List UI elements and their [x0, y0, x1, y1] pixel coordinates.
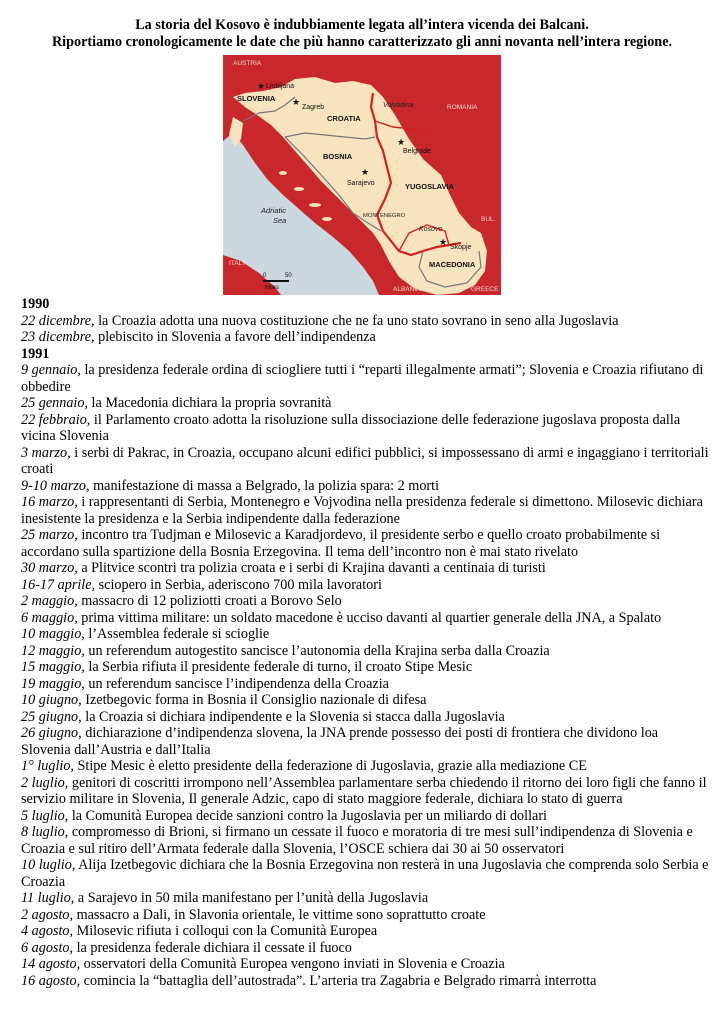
entry-text: Alija Izetbegovic dichiara che la Bosnia Erzegovina non resterà in una Jugoslavia che comprenda solo Serbia e Croazia — [21, 857, 709, 890]
entry-text: la Serbia rifiuta il presidente federale di turno, il croato Stipe Mesic — [84, 659, 473, 675]
chronology-entry — [21, 857, 711, 890]
city-star-belgrade: ★ — [397, 137, 406, 147]
map-label-slovenia: SLOVENIA — [237, 94, 276, 103]
chronology-entry — [21, 940, 711, 957]
entry-date: 25 marzo, — [21, 527, 78, 543]
entry-date: 25 giugno, — [21, 708, 82, 725]
chronology-entry — [21, 808, 711, 825]
chronology-entry — [21, 659, 711, 676]
entry-date: 23 dicembre, — [21, 329, 95, 345]
map-label-montenegro: MONTENEGRO — [363, 213, 406, 219]
map-label-adriatic: Adriatic — [261, 206, 287, 215]
entry-date: 8 luglio, — [21, 824, 69, 840]
year-heading: 1990 — [21, 296, 50, 312]
city-label-zagreb: Zagreb — [302, 104, 325, 111]
entry-text: massacro a Dali, in Slavonia orientale, le vittime sono soprattutto croate — [73, 906, 486, 923]
scale-bar — [263, 280, 289, 282]
chronology-entry — [21, 775, 711, 808]
city-star-skopje: ★ — [439, 237, 448, 247]
entry-text: Stipe Mesic è eletto presidente della federazione di Jugoslavia, grazie alla mediazione CE — [73, 758, 587, 774]
entry-date: 16 marzo, — [21, 494, 78, 510]
chronology-entry — [21, 923, 711, 940]
entry-date: 22 dicembre, — [21, 312, 95, 329]
entry-text: sciopero in Serbia, aderiscono 700 mila lavoratori — [95, 576, 382, 593]
city-label-belgrade: Belgrade — [403, 148, 432, 155]
entry-text: la presidenza federale dichiara il cessate il fuoco — [73, 939, 352, 956]
entry-date: 2 agosto, — [21, 906, 74, 923]
entry-text: osservatori della Comunità Europea vengono inviati in Slovenia e Croazia — [80, 956, 505, 972]
entry-date: 16 agosto, — [21, 972, 81, 989]
entry-text: i rappresentanti di Serbia, Montenegro e Vojvodina nella presidenza federale si dimettono. Milosevic dichiara inesistente la presidenza e la Serbia indipendente dalla federazione — [21, 494, 703, 527]
entry-text: compromesso di Brioni, si firmano un cessate il fuoco e moratoria di tre mesi sull’indipendenza di Slovenia e Croazia e sul ritiro dell’Armata federale dalla Slovenia, l’OSCE schiera dai 30 ai 50 osservatori — [21, 824, 693, 857]
entry-date: 10 luglio, — [21, 857, 76, 873]
entry-date: 10 maggio, — [21, 626, 85, 642]
entry-date: 9 gennaio, — [21, 362, 81, 378]
chronology-entry — [21, 758, 711, 775]
entry-date: 4 agosto, — [21, 923, 74, 939]
scale-unit: Miles — [265, 285, 280, 291]
map-label-kosovo: Kosovo — [419, 226, 443, 233]
city-star-ljubljana: ★ — [257, 81, 266, 91]
chronology-entry — [21, 725, 711, 758]
map-label-macedonia: MACEDONIA — [429, 260, 476, 269]
entry-text: dichiarazione d’indipendenza slovena, la JNA prende possesso dei posti di frontiera che dividono loa Slovenia dall’Austria e dall’Italia — [21, 725, 659, 758]
entry-text: a Sarajevo in 50 mila manifestano per l’unità della Jugoslavia — [74, 890, 429, 906]
map-label-vojvodina: Vojvodina — [383, 102, 414, 109]
chronology-entry — [21, 412, 711, 445]
entry-text: massacro di 12 poliziotti croati a Borovo Selo — [77, 593, 342, 609]
entry-date: 26 giugno, — [21, 725, 82, 741]
entry-date: 1° luglio, — [21, 758, 74, 774]
city-label-skopje: Skopje — [450, 244, 472, 251]
entry-date: 16-17 aprile, — [21, 576, 96, 593]
balkans-map — [223, 55, 501, 295]
chronology-entry — [21, 494, 711, 527]
entry-text: Izetbegovic forma in Bosnia il Consiglio nazionale di difesa — [81, 692, 427, 708]
entry-text: plebiscito in Slovenia a favore dell’indipendenza — [94, 329, 376, 345]
entry-text: un referendum sancisce l’indipendenza della Croazia — [84, 675, 389, 692]
map-label-romania: ROMANIA — [447, 104, 478, 111]
chronology-entry — [21, 593, 711, 610]
entry-date: 3 marzo, — [21, 444, 71, 461]
entry-date: 9-10 marzo, — [21, 477, 90, 494]
entry-text: manifestazione di massa a Belgrado, la polizia spara: 2 morti — [89, 477, 440, 494]
entry-text: i serbi di Pakrac, in Croazia, occupano alcuni edifici pubblici, si impossessano di armi e ingaggiano i territoriali croati — [21, 444, 709, 477]
entry-date: 30 marzo, — [21, 560, 78, 576]
entry-text: il Parlamento croato adotta la risoluzione sulla dissociazione delle federazione jugoslava proposta dalla vicina Slovenia — [21, 411, 681, 444]
chronology-entry — [21, 577, 711, 594]
entry-date: 25 gennaio, — [21, 395, 88, 411]
city-label-ljubljana: Ljubljana — [266, 83, 295, 90]
entry-text: prima vittima militare: un soldato macedone è ucciso davanti al quartier generale della JNA, a Spalato — [77, 609, 662, 626]
entry-date: 22 febbraio, — [21, 411, 91, 428]
entry-text: la Croazia si dichiara indipendente e la Slovenia si stacca dalla Jugoslavia — [81, 708, 505, 725]
map-label-italy: ITALY — [229, 260, 247, 267]
entry-date: 6 agosto, — [21, 939, 74, 956]
chronology-entry — [21, 313, 711, 330]
entry-text: la Macedonia dichiara la propria sovranità — [88, 395, 332, 411]
entry-date: 11 luglio, — [21, 890, 75, 906]
title-line-2: Riportiamo cronologicamente le date che più hanno caratterizzato gli anni novanta nell’intera regione. — [51, 33, 673, 50]
entry-date: 5 luglio, — [21, 807, 69, 824]
entry-text: la Croazia adotta una nuova costituzione che ne fa uno stato sovrano in seno alla Jugoslavia — [94, 312, 619, 329]
chronology-entry — [21, 395, 711, 412]
chronology-entry — [21, 478, 711, 495]
scale-value: 50 — [285, 273, 292, 279]
chronology-entry — [21, 676, 711, 693]
scale-zero: 0 — [263, 273, 267, 279]
entry-date: 12 maggio, — [21, 642, 85, 659]
chronology-entry — [21, 560, 711, 577]
entry-text: l’Assemblea federale si scioglie — [84, 626, 270, 642]
entry-date: 14 agosto, — [21, 956, 81, 972]
entry-text: incontro tra Tudjman e Milosevic a Karadjordevo, il presidente serbo e quello croato probabilmente si accordano sulla spartizione della Bosnia Erzegovina. Il tema dell’incontro non è mai stato rivelato — [21, 527, 661, 560]
page-title — [0, 17, 724, 50]
chronology — [21, 296, 711, 989]
map-label-croatia: CROATIA — [327, 114, 361, 123]
entry-text: un referendum autogestito sancisce l’autonomia della Krajina serba dalla Croazia — [84, 642, 550, 659]
chronology-entry — [21, 445, 711, 478]
entry-date: 10 giugno, — [21, 692, 82, 708]
entry-text: Milosevic rifiuta i colloqui con la Comunità Europea — [73, 923, 378, 939]
city-star-sarajevo: ★ — [361, 167, 370, 177]
map-label-albania: ALBANIA — [393, 286, 421, 293]
entry-text: comincia la “battaglia dell’autostrada”. L’arteria tra Zagabria e Belgrado rimarrà interrotta — [80, 972, 597, 989]
entry-date: 2 luglio, — [21, 774, 69, 791]
year-heading: 1991 — [21, 345, 50, 362]
map-label-greece: GREECE — [471, 286, 499, 293]
map-label-yugoslavia: YUGOSLAVIA — [405, 182, 455, 191]
entry-date: 19 maggio, — [21, 675, 85, 692]
chronology-entry — [21, 709, 711, 726]
map-label-sea: Sea — [273, 216, 287, 225]
chronology-entry — [21, 907, 711, 924]
entry-date: 6 maggio, — [21, 609, 78, 626]
balkans-map-svg — [223, 55, 501, 295]
title-line-1: La storia del Kosovo è indubbiamente legata all’intera vicenda dei Balcani. — [135, 17, 589, 33]
chronology-entry — [21, 890, 711, 907]
city-label-sarajevo: Sarajevo — [347, 180, 375, 187]
map-label-austria: AUSTRIA — [233, 60, 262, 67]
chronology-entry — [21, 527, 711, 560]
chronology-entry — [21, 362, 711, 395]
chronology-entry — [21, 643, 711, 660]
entry-text: a Plitvice scontri tra polizia croata e i serbi di Krajina davanti a centinaia di turisti — [77, 560, 546, 576]
chronology-entry — [21, 956, 711, 973]
entry-date: 15 maggio, — [21, 659, 85, 675]
chronology-entry — [21, 626, 711, 643]
map-label-bulgaria: BUL. — [481, 216, 496, 223]
map-label-bosnia: BOSNIA — [323, 152, 353, 161]
chronology-entry — [21, 824, 711, 857]
chronology-entry — [21, 692, 711, 709]
chronology-entry — [21, 610, 711, 627]
entry-text: la Comunità Europea decide sanzioni contro la Jugoslavia per un miliardo di dollari — [68, 807, 547, 824]
city-star-zagreb: ★ — [292, 97, 301, 107]
chronology-entry — [21, 973, 711, 990]
entry-date: 2 maggio, — [21, 593, 78, 609]
entry-text: genitori di coscritti irrompono nell’Assemblea parlamentare serba chiedendo il ritorno dei loro figli che fanno il servizio militare in Slovenia, Il generale Adzic, capo di stato maggiore federale, dichiara lo stato di guerra — [21, 774, 707, 807]
entry-text: la presidenza federale ordina di sciogliere tutti i “reparti illegalmente armati”; Slovenia e Croazia rifiutano di obbedire — [21, 362, 704, 395]
chronology-entry — [21, 329, 711, 346]
